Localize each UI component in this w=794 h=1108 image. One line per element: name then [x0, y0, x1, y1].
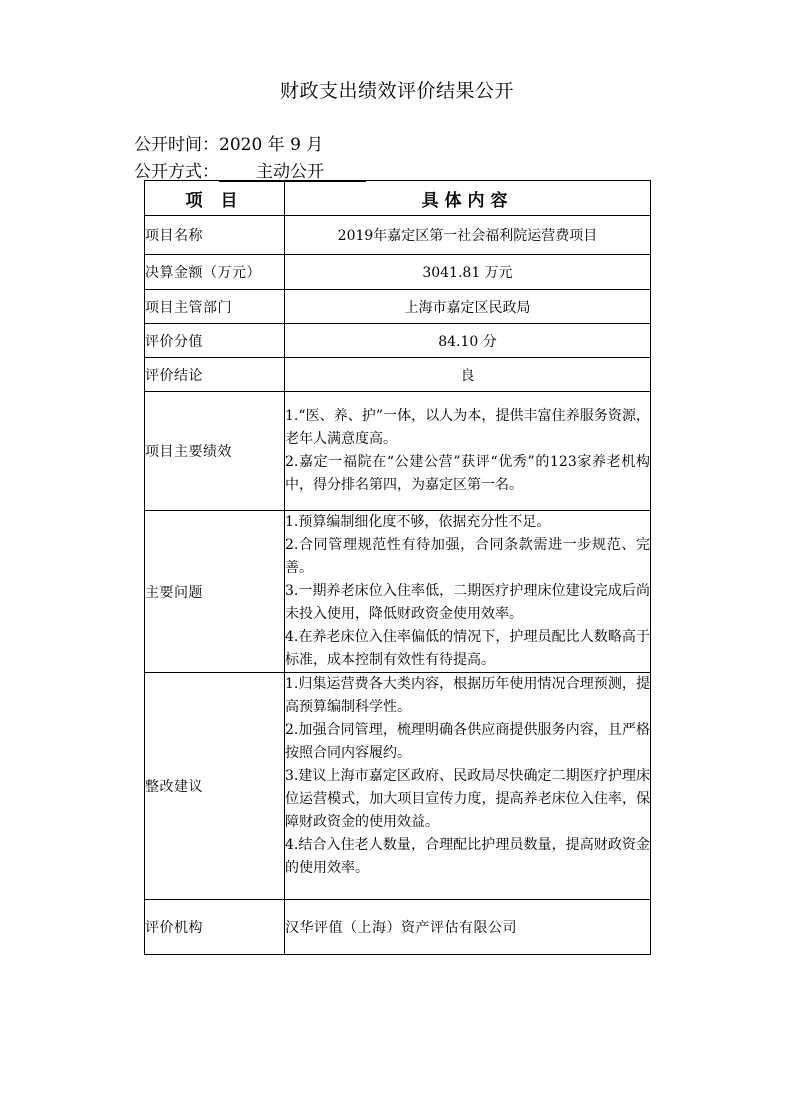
table-row	[145, 324, 651, 358]
problem-item: 2.合同管理规范性有待加强，合同条款需进一步规范、完善。	[285, 537, 650, 576]
table-row	[145, 673, 651, 900]
table-row	[145, 255, 651, 290]
table-row	[145, 900, 651, 955]
page-title: 财政支出绩效评价结果公开	[279, 80, 514, 102]
row-label-performance: 项目主要绩效	[145, 392, 285, 511]
suggestion-item: 2.加强合同管理，梳理明确各供应商提供服务内容，且严格按照合同内容履约。	[285, 722, 650, 761]
table-row	[145, 216, 651, 255]
table-row	[145, 290, 651, 324]
problem-item: 1.预算编制细化度不够，依据充分性不足。	[285, 514, 551, 530]
performance-item: 2.嘉定一福院在“公建公营”获评“优秀”的123家养老机构中，得分排名第四，为嘉定区第一名。	[285, 454, 650, 493]
suggestion-item: 3.建议上海市嘉定区政府、民政局尽快确定二期医疗护理床位运营模式，加大项目宣传力度，提高养老床位入住率，保障财政资金的使用效益。	[285, 768, 650, 830]
publish-time-value: 2020 年 9 月	[219, 135, 324, 155]
row-label-score: 评价分值	[145, 324, 285, 358]
row-label-problems: 主要问题	[145, 511, 285, 673]
publish-time-line	[134, 130, 323, 155]
header-item: 项 目	[145, 181, 285, 216]
row-value-department: 上海市嘉定区民政局	[285, 290, 651, 324]
table-row	[145, 358, 651, 392]
row-value-suggestions	[285, 673, 651, 900]
row-value-performance	[285, 392, 651, 511]
table-header-row	[145, 181, 651, 216]
table-row	[145, 392, 651, 511]
row-value-final-amount: 3041.81 万元	[285, 255, 651, 290]
row-value-evaluator: 汉华评值（上海）资产评估有限公司	[285, 900, 651, 955]
performance-item: 1.“医、养、护”一体，以人为本，提供丰富住养服务资源，老年人满意度高。	[285, 408, 650, 447]
problem-item: 3.一期养老床位入住率低，二期医疗护理床位建设完成后尚未投入使用，降低财政资金使用效率。	[285, 583, 650, 622]
row-value-conclusion: 良	[285, 358, 651, 392]
row-label-project-name: 项目名称	[145, 216, 285, 255]
row-label-department: 项目主管部门	[145, 290, 285, 324]
publish-method-value: 主动公开	[219, 163, 366, 182]
publish-method-line	[134, 157, 366, 182]
row-label-conclusion: 评价结论	[145, 358, 285, 392]
evaluation-table	[144, 180, 651, 955]
problem-item: 4.在养老床位入住率偏低的情况下，护理员配比人数略高于标准，成本控制有效性有待提高。	[285, 629, 650, 668]
publish-time-label: 公开时间：	[134, 135, 219, 155]
row-value-score: 84.10 分	[285, 324, 651, 358]
row-value-project-name: 2019年嘉定区第一社会福利院运营费项目	[285, 216, 651, 255]
header-content: 具体内容	[285, 181, 651, 216]
suggestion-item: 4.结合入住老人数量，合理配比护理员数量，提高财政资金的使用效率。	[285, 837, 650, 876]
row-label-final-amount: 决算金额（万元）	[145, 255, 285, 290]
row-label-suggestions: 整改建议	[145, 673, 285, 900]
suggestion-item: 1.归集运营费各大类内容，根据历年使用情况合理预测，提高预算编制科学性。	[285, 676, 650, 715]
row-label-evaluator: 评价机构	[145, 900, 285, 955]
publish-method-label: 公开方式：	[134, 162, 219, 182]
row-value-problems	[285, 511, 651, 673]
table-row	[145, 511, 651, 673]
